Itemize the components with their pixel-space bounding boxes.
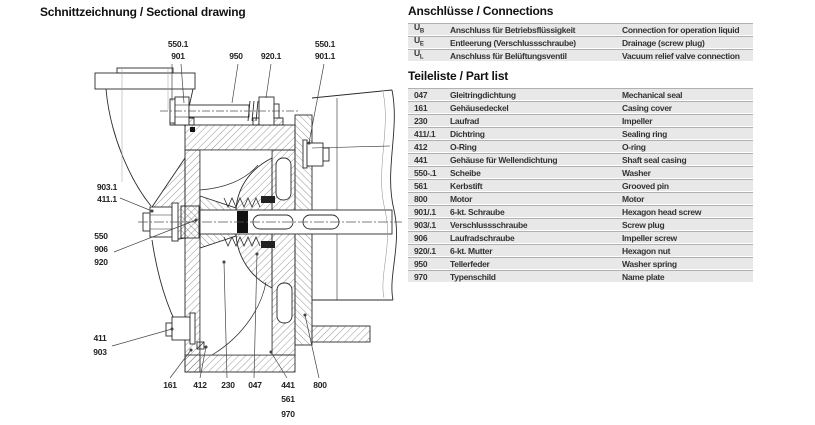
part-german: Kerbstift xyxy=(450,180,483,191)
connections-table xyxy=(408,23,753,61)
connection-german: Entleerung (Verschlussschraube) xyxy=(450,37,576,48)
part-row xyxy=(408,166,753,178)
connection-english: Connection for operation liquid xyxy=(622,24,740,35)
connection-code xyxy=(408,48,450,63)
part-row xyxy=(408,192,753,204)
partlist-table xyxy=(408,88,753,282)
part-english: Mechanical seal xyxy=(622,89,683,100)
part-row xyxy=(408,244,753,256)
part-number: 903/.1 xyxy=(414,219,436,230)
connection-code-main: U xyxy=(414,22,420,33)
tables-panel xyxy=(408,4,753,283)
part-row xyxy=(408,270,753,282)
part-english: Name plate xyxy=(622,271,665,282)
callout-920: 920 xyxy=(94,257,108,267)
connection-german: Anschluss für Betriebsflüssigkeit xyxy=(450,24,576,35)
part-row xyxy=(408,114,753,126)
part-german: Laufrad xyxy=(450,115,480,126)
connection-code-sub: L xyxy=(419,54,424,61)
part-number: 047 xyxy=(414,89,428,100)
part-number: 901/.1 xyxy=(414,206,436,217)
connection-code-sub: E xyxy=(419,41,424,48)
connections-title: Anschlüsse / Connections xyxy=(408,4,554,18)
callout-906: 906 xyxy=(94,244,108,254)
part-number: 950 xyxy=(414,258,428,269)
connection-row xyxy=(408,23,753,35)
part-german: 6-kt. Mutter xyxy=(450,245,493,256)
part-german: Gleitringdichtung xyxy=(450,89,516,100)
connection-english: Vacuum relief valve connection xyxy=(622,50,740,61)
callout-561: 561 xyxy=(281,394,295,404)
part-row xyxy=(408,257,753,269)
part-number: 970 xyxy=(414,271,428,282)
connection-german: Anschluss für Belüftungsventil xyxy=(450,50,567,61)
part-german: 6-kt. Schraube xyxy=(450,206,505,217)
part-german: Typenschild xyxy=(450,271,496,282)
part-english: Casing cover xyxy=(622,102,672,113)
sectional-drawing-title: Schnittzeichnung / Sectional drawing xyxy=(40,5,246,19)
callout-047: 047 xyxy=(248,380,262,390)
part-number: 550-.1 xyxy=(414,167,437,178)
callout-901-1: 901.1 xyxy=(314,51,336,61)
callout-550-1-top-left: 550.1 xyxy=(167,39,189,49)
part-row xyxy=(408,153,753,165)
part-german: Dichtring xyxy=(450,128,485,139)
callout-970: 970 xyxy=(281,409,295,419)
part-english: Motor xyxy=(622,193,645,204)
pump-sectional-drawing-graphic xyxy=(0,0,405,425)
part-german: Tellerfeder xyxy=(450,258,490,269)
part-german: Motor xyxy=(450,193,473,204)
part-english: O-ring xyxy=(622,141,646,152)
part-row xyxy=(408,101,753,113)
part-german: Scheibe xyxy=(450,167,481,178)
part-row xyxy=(408,179,753,191)
part-english: Screw plug xyxy=(622,219,665,230)
connection-row xyxy=(408,36,753,48)
callout-901: 901 xyxy=(171,51,185,61)
callout-411: 411 xyxy=(93,333,107,343)
part-number: 161 xyxy=(414,102,428,113)
callout-412: 412 xyxy=(193,380,207,390)
part-english: Sealing ring xyxy=(622,128,668,139)
connection-english: Drainage (screw plug) xyxy=(622,37,705,48)
callout-920-1: 920.1 xyxy=(260,51,282,61)
part-row xyxy=(408,218,753,230)
part-english: Hexagon head screw xyxy=(622,206,702,217)
part-row xyxy=(408,231,753,243)
connection-row xyxy=(408,49,753,61)
callout-800: 800 xyxy=(313,380,327,390)
part-number: 920/.1 xyxy=(414,245,436,256)
part-english: Washer spring xyxy=(622,258,677,269)
callout-903-1: 903.1 xyxy=(96,182,118,192)
sectional-drawing xyxy=(0,0,405,425)
part-german: Gehäusedeckel xyxy=(450,102,509,113)
callout-161: 161 xyxy=(163,380,177,390)
part-german: O-Ring xyxy=(450,141,477,152)
part-english: Grooved pin xyxy=(622,180,669,191)
connection-code-main: U xyxy=(414,48,420,59)
part-english: Hexagon nut xyxy=(622,245,671,256)
part-number: 906 xyxy=(414,232,428,243)
part-english: Washer xyxy=(622,167,651,178)
part-number: 230 xyxy=(414,115,428,126)
part-german: Gehäuse für Wellendichtung xyxy=(450,154,558,165)
callout-230: 230 xyxy=(221,380,235,390)
part-german: Laufradschraube xyxy=(450,232,515,243)
part-number: 411/.1 xyxy=(414,128,436,139)
callout-950: 950 xyxy=(229,51,243,61)
callout-550: 550 xyxy=(94,231,108,241)
connection-code-main: U xyxy=(414,35,420,46)
part-number: 441 xyxy=(414,154,428,165)
part-row xyxy=(408,140,753,152)
part-english: Impeller xyxy=(622,115,653,126)
part-row xyxy=(408,88,753,100)
connection-code-sub: B xyxy=(419,28,424,35)
part-english: Shaft seal casing xyxy=(622,154,687,165)
callout-411-1: 411.1 xyxy=(97,194,117,204)
part-german: Verschlussschraube xyxy=(450,219,528,230)
part-number: 800 xyxy=(414,193,428,204)
part-number: 412 xyxy=(414,141,428,152)
part-number: 561 xyxy=(414,180,428,191)
partlist-title: Teileliste / Part list xyxy=(408,69,509,83)
part-row xyxy=(408,205,753,217)
callout-441: 441 xyxy=(281,380,295,390)
callout-903: 903 xyxy=(93,347,107,357)
part-english: Impeller screw xyxy=(622,232,677,243)
part-row xyxy=(408,127,753,139)
callout-550-1-top-right: 550.1 xyxy=(314,39,336,49)
